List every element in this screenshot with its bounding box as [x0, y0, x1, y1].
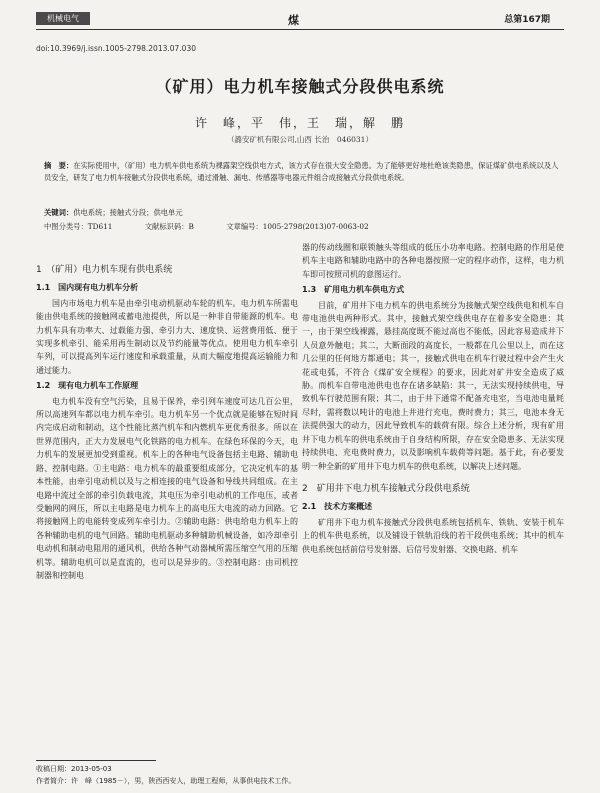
article-number: 文章编号：1005-2798(2013)07-0063-02	[226, 222, 369, 231]
header-rule	[36, 29, 564, 30]
paragraph-1-3: 目前，矿用井下电力机车的供电系统分为接触式架空线供电和机车自带电池供电两种形式。其中，接触式架空线供电存在着多安全隐患：其一，由于架空线裸露，悬挂高度既不能过高也不能低，因此容易造成井下人员意外触电；其二，大断面段的高度长，一般都在几公里以上，而在这几公里的任何地方都通电；其一，接触式供电在机车行驶过程中会产生火花或电弧，不符合《煤矿安全规程》的要求，因此对矿井安全造成了威胁。而机车自带电池供电也存在诸多缺陷：其一，无法实现持续供电，导致机车行驶范围有限；其二，由于井下通常不配备充电室，当电池电量耗尽时，需将数以吨计的电池上井进行充电，费时费力；其三，电池本身无法提供强大的动力，因此导致机车的载荷有限。综合上述分析，现有矿用井下电力机车的供电系统由于自身结构所限，存在安全隐患多、无法实现持续供电、充电费时费力，以及影响机车载荷等问题。基于此，有必要发明一种全新的矿用井下电力机车的供电系统，以解决上述问题。	[302, 300, 564, 471]
footnote-rule	[36, 760, 156, 761]
abstract-label: 摘 要：	[44, 161, 74, 170]
abstract-text: 在实际使用中，（矿用）电力机车供电系统为裸露架空线供电方式，该方式存在很大安全隐患。为了能够更好地杜绝该类隐患，保证煤矿供电系统以及人员安全，研发了电力机车接触式分段供电系统，通过滑触、漏电、传感器等电器元件组合成接触式分段供电系统。	[44, 161, 559, 182]
header-journal-mark: 煤	[288, 14, 299, 27]
left-column	[36, 254, 298, 582]
clc-number: 中图分类号：TD611	[44, 222, 113, 231]
header-section-tab: 机械电气	[36, 12, 90, 25]
author-list: 许 峰，平 伟，王 瑞，解 鹏	[194, 116, 405, 130]
keywords-label: 关键词：	[44, 208, 74, 217]
section-1-3-heading: 1.3 矿用电力机车供电方式	[302, 285, 405, 295]
header-issue-number: 总第167期	[504, 15, 550, 25]
affiliation: （潞安矿机有限公司,山西 长治 046031）	[227, 135, 373, 144]
paragraph-1-2: 电力机车没有空气污染，且易于保养，牵引列车速度可达几百公里，所以高速列车都以电力机车牵引。电力机车另一个优点就是能够在短时间内完成启动和制动，这个性能比蒸汽机车和内燃机车更优秀很多。所以在世界范围内，正大力发展电气化铁路的电力机车。在绿色环保的今天，电力机车的发展更加受到重视。机车上的各种电气设备包括主电路、辅助电路、控制电路。①主电路：电力机车的最重要组成部分，它决定机车的基本性能，由牵引电动机以及与之相连接的电气设备和导线共同组成。在主电路中流过全部的牵引负载电流，其电压为牵引电动机的工作电压，或者受触网的网压，所以主电路是电力机车上的高电压大电流的动力回路。它将接触网上的电能转变成列车牵引力。②辅助电路：供电给电力机车上的各种辅助电机的电气回路。辅助电机驱动多种辅助机械设备，如冷却牵引电动机和制动电阻用的通风机，供给各种气动器械所需压缩空气用的压缩机等。辅助电机可以是直流的，也可以是异步的。③控制电路：由司机控制器和控制电	[36, 396, 298, 580]
section-1-1-heading: 1.1 国内现有电力机车分析	[36, 283, 139, 293]
author-bio: 作者简介：许 峰（1985－），男，陕西西安人，助理工程师，从事供电技术工作。	[36, 777, 296, 785]
paragraph-1-1: 国内市场电力机车是由牵引电动机驱动车轮的机车。电力机车所需电能由供电系统的接触网或蓄电池提供，所以是一种非自带能源的机车。电力机车具有功率大、过载能力强、牵引力大、速度快、运营费用低、便于实现多机牵引、能采用再生制动以及节约能量等优点。使用电力机车牵引车列，可以提高列车运行速度和承载重量，从而大幅度地提高运输能力和通过能力。	[36, 298, 298, 375]
right-column	[302, 241, 564, 556]
section-2-heading: 2 矿用井下电力机车接触式分段供电系统	[302, 483, 470, 494]
doi: doi:10.3969/j.issn.1005-2798.2013.07.030	[36, 44, 196, 53]
paragraph-continued: 器的传动线圈和联锁触头等组成的低压小功率电路。控制电路的作用是使机车主电路和辅助电路中的各种电器按照一定的程序动作，这样，电力机车即可按照司机的意图运行。	[302, 243, 564, 279]
section-2-1-heading: 2.1 技术方案概述	[302, 502, 373, 512]
keywords	[44, 208, 560, 218]
received-date: 收稿日期：2013-05-03	[36, 765, 112, 773]
section-1-heading: 1 （矿用）电力机车现有供电系统	[36, 265, 173, 275]
keywords-text: 供电系统；接触式分段；供电单元	[73, 208, 183, 217]
abstract	[44, 160, 560, 183]
paragraph-2-1: 矿用井下电力机车接触式分段供电系统包括机车、铁轨、安装于机车上的机车供电系统，以及铺设于铁轨沿线的若干段供电系统；其中的机车供电系统包括前信号发射器、后信号发射器、交换电路、机车	[302, 517, 564, 554]
classification-meta	[44, 222, 560, 232]
paper-title: （矿用）电力机车接触式分段供电系统	[155, 77, 445, 96]
section-1-2-heading: 1.2 现有电力机车工作原理	[36, 381, 139, 391]
document-code: 文献标识码：B	[144, 222, 194, 231]
